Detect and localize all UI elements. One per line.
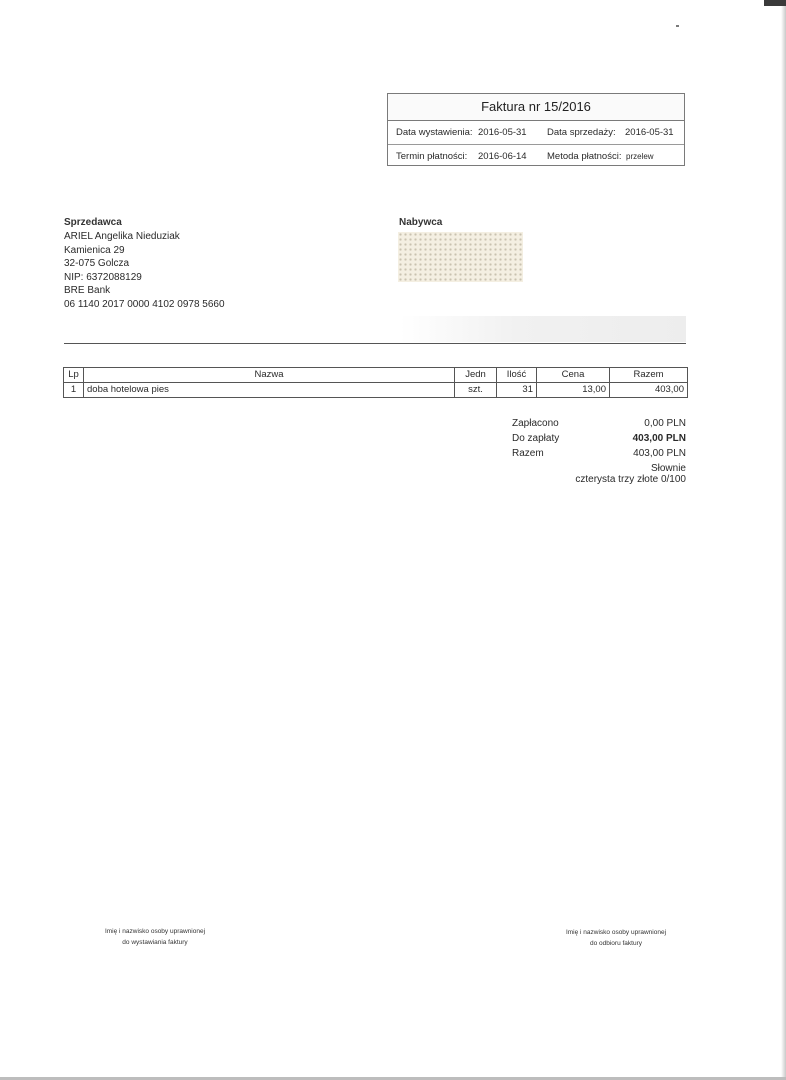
seller-city: 32-075 Golcza bbox=[64, 258, 130, 270]
header-razem: Razem bbox=[610, 368, 688, 383]
sale-date-value: 2016-05-31 bbox=[625, 127, 674, 138]
seller-details bbox=[64, 230, 225, 312]
invoice-title: Faktura nr 15/2016 bbox=[388, 94, 684, 121]
seller-nip: NIP: 6372088129 bbox=[64, 271, 142, 283]
due-date-value: 2016-06-14 bbox=[478, 151, 527, 162]
seller-street: Kamienica 29 bbox=[64, 244, 125, 256]
totals-block bbox=[512, 416, 686, 476]
buyer-redacted-block bbox=[398, 232, 523, 282]
issue-date-label: Data wystawienia: bbox=[396, 127, 473, 138]
header-cena: Cena bbox=[537, 368, 610, 383]
seller-heading: Sprzedawca bbox=[64, 217, 122, 228]
receiver-signature-caption bbox=[541, 927, 691, 949]
header-jedn: Jedn bbox=[455, 368, 497, 383]
buyer-heading: Nabywca bbox=[399, 217, 443, 228]
paid-value: 0,00 PLN bbox=[644, 418, 686, 429]
cell-razem: 403,00 bbox=[610, 383, 688, 398]
separator-line bbox=[64, 343, 686, 344]
cell-ilosc: 31 bbox=[497, 383, 537, 398]
scan-shadow-band bbox=[400, 316, 686, 342]
header-nazwa: Nazwa bbox=[84, 368, 455, 383]
header-ilosc: Ilość bbox=[497, 368, 537, 383]
seller-bank: BRE Bank bbox=[64, 285, 111, 297]
cell-cena: 13,00 bbox=[537, 383, 610, 398]
due-row bbox=[512, 431, 686, 446]
header-lp: Lp bbox=[64, 368, 84, 383]
paid-label: Zapłacono bbox=[512, 418, 559, 429]
payment-method-value: przelew bbox=[626, 152, 654, 161]
total-value: 403,00 PLN bbox=[633, 448, 686, 459]
issue-date-value: 2016-05-31 bbox=[478, 127, 527, 138]
payment-method-label: Metoda płatności: bbox=[547, 151, 622, 162]
due-date-label: Termin płatności: bbox=[396, 151, 468, 162]
issuer-signature-caption bbox=[80, 926, 230, 948]
receiver-signature-line2: do odbioru faktury bbox=[589, 940, 643, 947]
paid-row bbox=[512, 416, 686, 431]
receiver-signature-line1: Imię i nazwisko osoby uprawnionej bbox=[565, 929, 667, 936]
table-header-row bbox=[64, 368, 688, 383]
scan-speck bbox=[676, 25, 679, 27]
seller-account: 06 1140 2017 0000 4102 0978 5660 bbox=[64, 298, 225, 310]
sale-date-label: Data sprzedaży: bbox=[547, 127, 616, 138]
cell-jedn: szt. bbox=[455, 383, 497, 398]
table-row bbox=[64, 383, 688, 398]
cell-lp: 1 bbox=[64, 383, 84, 398]
amount-in-words: czterysta trzy złote 0/100 bbox=[575, 474, 686, 485]
seller-name: ARIEL Angelika Nieduziak bbox=[64, 231, 180, 242]
items-table bbox=[63, 367, 688, 398]
cell-nazwa: doba hotelowa pies bbox=[84, 383, 455, 398]
due-value: 403,00 PLN bbox=[632, 433, 686, 444]
due-label: Do zapłaty bbox=[512, 433, 560, 444]
total-label: Razem bbox=[512, 448, 544, 459]
payment-row bbox=[388, 144, 684, 168]
total-row bbox=[512, 446, 686, 461]
words-label: Słownie bbox=[650, 463, 686, 474]
scan-edge-corner bbox=[764, 0, 786, 6]
scan-edge-right bbox=[781, 0, 786, 1080]
dates-row bbox=[388, 121, 684, 144]
invoice-header-box bbox=[387, 93, 685, 166]
issuer-signature-line1: Imię i nazwisko osoby uprawnionej bbox=[104, 928, 206, 935]
issuer-signature-line2: do wystawiania faktury bbox=[122, 939, 188, 946]
